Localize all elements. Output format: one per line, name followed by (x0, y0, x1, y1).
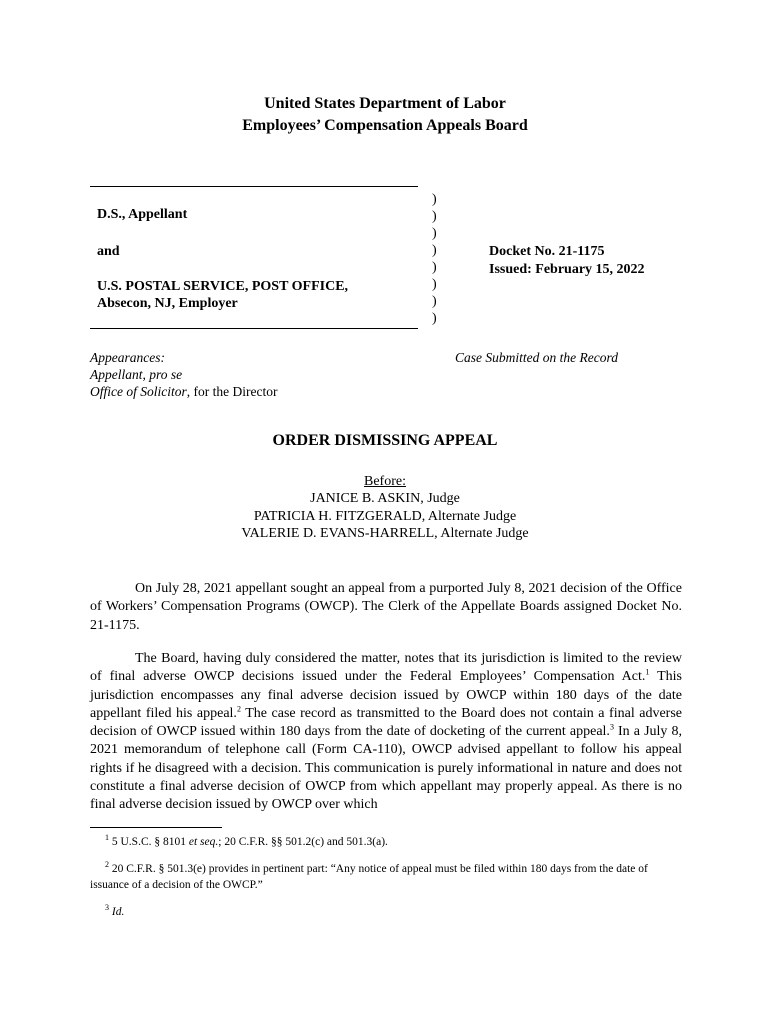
footnote-1-text-b: ; 20 C.F.R. §§ 501.2(c) and 501.3(a). (218, 836, 388, 848)
footnote-ref-3[interactable]: 3 (609, 722, 614, 732)
board-name: Employees’ Compensation Appeals Board (242, 117, 528, 134)
p2-part-c: The case record as transmitted to the Board does not contain a final adverse decision of OWCP issued within 180 days from the date of docketing of the current appeal. (90, 705, 682, 740)
caption-paren: ) (432, 226, 437, 241)
footnote-3-number: 3 (105, 903, 109, 913)
caption-top-rule (90, 186, 418, 187)
footnote-2-number: 2 (105, 860, 109, 870)
p2-part-a: The Board, having duly considered the matter, notes that its jurisdiction is limited to the review of final adverse OWCP decisions issued under the Federal Employees’ Compensation Act. (90, 651, 682, 685)
appearances-label: Appearances: (90, 350, 165, 365)
paragraph-2 (90, 650, 682, 815)
issued-date: Issued: February 15, 2022 (489, 262, 645, 277)
judge-2: PATRICIA H. FITZGERALD, Alternate Judge (253, 509, 517, 524)
before-label (0, 474, 770, 490)
footnote-ref-1[interactable]: 1 (645, 667, 650, 677)
footnote-1 (90, 834, 682, 850)
paragraph-2-text (90, 650, 682, 815)
caption-paren: ) (432, 294, 437, 309)
footnote-ref-2[interactable]: 2 (236, 704, 241, 714)
caption-paren: ) (432, 260, 437, 275)
footnote-1-italic: et seq. (188, 836, 219, 848)
p2-part-d: In a July 8, 2021 memorandum of telephone call (Form CA-110), OWCP advised appellant to follow his appeal rights if he disagreed with a decision. This communication is purely informational in nature and does not constitute a final adverse decision of OWCP from which appellant may properly appeal. As there is no final adverse decision issued by OWCP over which (90, 724, 682, 813)
caption-paren: ) (432, 192, 437, 207)
agency-name: United States Department of Labor (264, 95, 506, 112)
paragraph-1 (90, 580, 682, 635)
employer-line-2: Absecon, NJ, Employer (97, 296, 238, 311)
caption-paren: ) (432, 209, 437, 224)
footnote-2-text: 20 C.F.R. § 501.3(e) provides in pertinent part: “Any notice of appeal must be filed within 180 days from the date of issuance of a decision of the OWCP.” (90, 863, 648, 891)
caption-and: and (97, 244, 120, 259)
before-text: Before: (364, 474, 406, 489)
caption-paren: ) (432, 311, 437, 326)
paragraph-1-text: On July 28, 2021 appellant sought an appeal from a purported July 8, 2021 decision of the Office of Workers’ Compensation Programs (OWCP). The Clerk of the Appellate Boards assigned Docket No. 21-1175. (90, 581, 682, 633)
footnote-3-text: Id. (109, 906, 125, 918)
docket-number: Docket No. 21-1175 (489, 244, 605, 259)
footnote-2 (90, 861, 682, 893)
caption-paren: ) (432, 243, 437, 258)
appearance-appellant: Appellant, pro se (90, 367, 183, 382)
caption-paren: ) (432, 277, 437, 292)
solicitor-role: , for the Director (186, 384, 278, 399)
footnote-1-text-a: 5 U.S.C. § 8101 (109, 836, 189, 848)
appearance-solicitor (90, 384, 277, 400)
judge-3: VALERIE D. EVANS-HARRELL, Alternate Judge (241, 526, 529, 541)
appellant-name: D.S., Appellant (97, 207, 188, 222)
judge-1: JANICE B. ASKIN, Judge (310, 491, 460, 506)
footnote-separator (90, 827, 222, 828)
footnote-3 (90, 904, 682, 920)
order-title: ORDER DISMISSING APPEAL (272, 432, 498, 449)
p2-part-b: This jurisdiction encompasses any final adverse decision issued by OWCP within 180 days of the date appellant filed his appeal. (90, 669, 682, 721)
submission-note: Case Submitted on the Record (455, 350, 618, 365)
employer-line-1: U.S. POSTAL SERVICE, POST OFFICE, (97, 279, 349, 294)
caption-bottom-rule (90, 328, 418, 329)
solicitor-office: Office of Solicitor (90, 384, 187, 399)
footnote-1-number: 1 (105, 833, 109, 843)
